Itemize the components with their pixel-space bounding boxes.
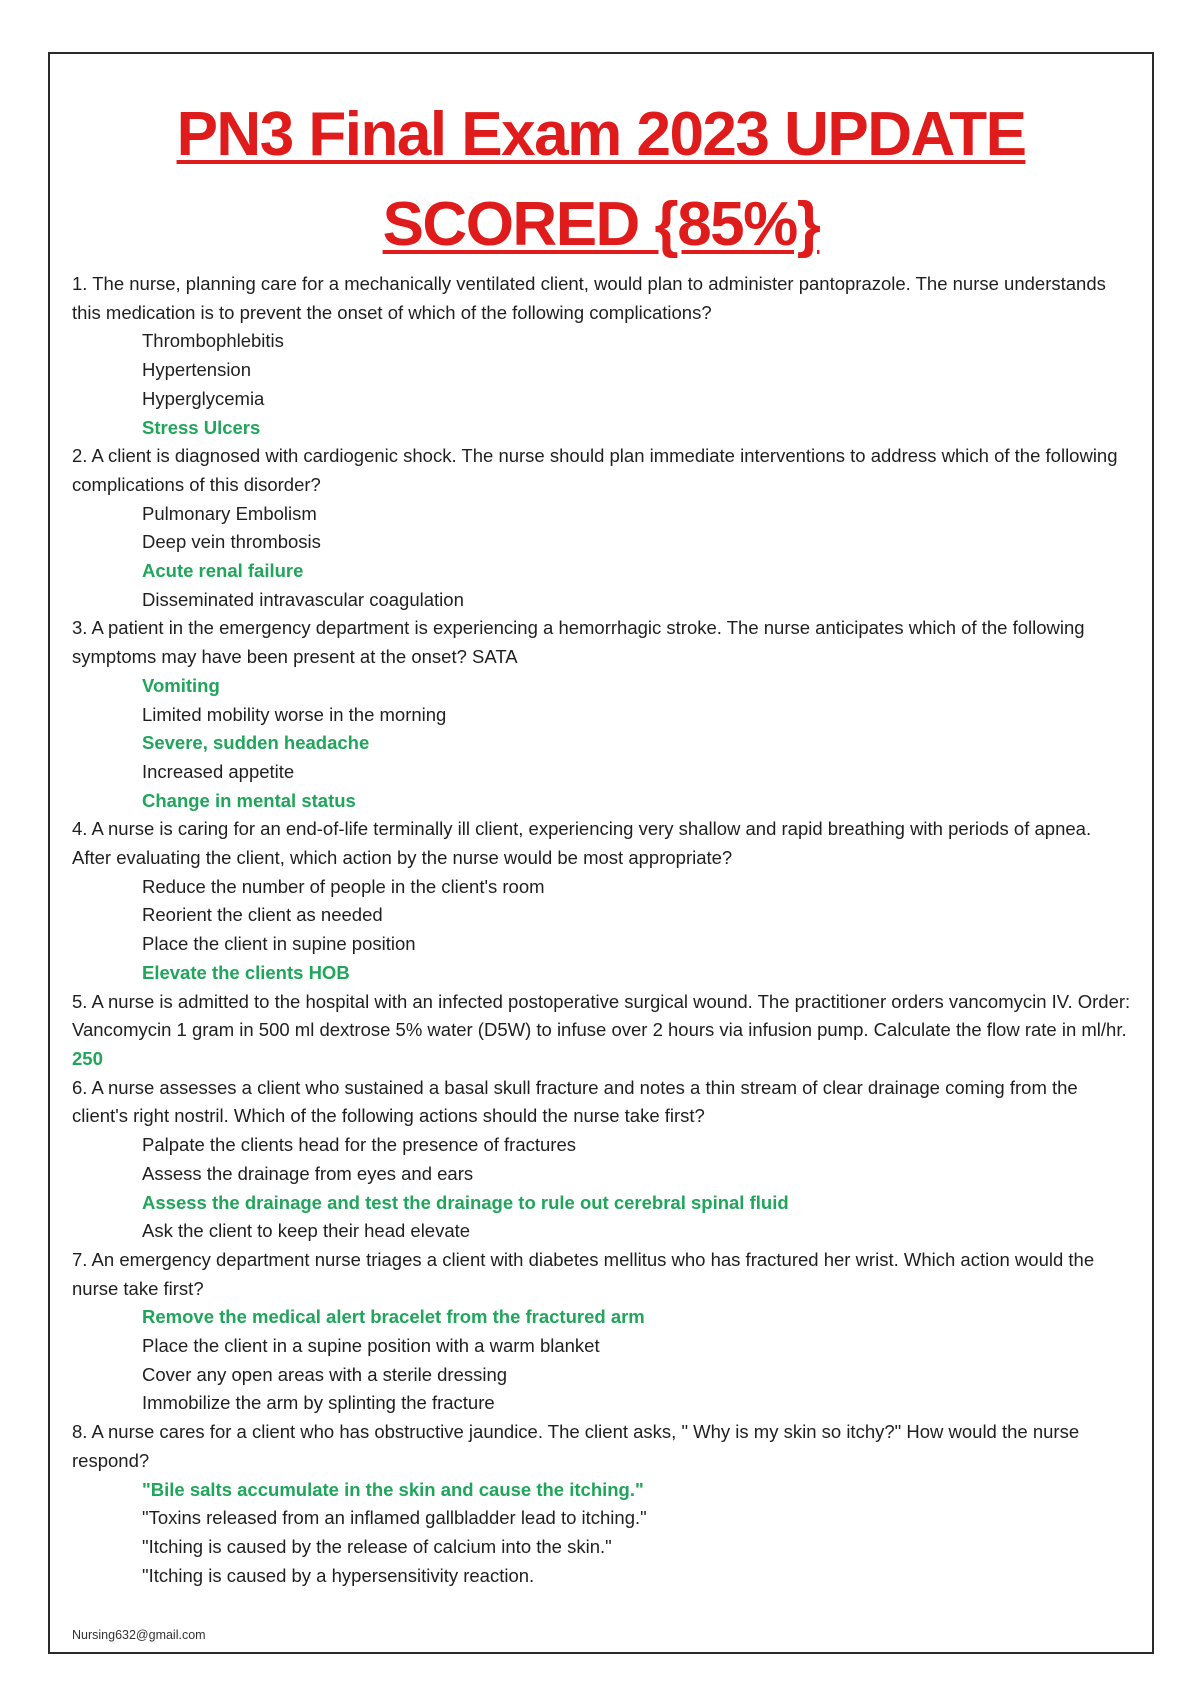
answer-option: Hypertension [142, 359, 252, 381]
answer-option: Thrombophlebitis [142, 330, 284, 352]
question-block [72, 988, 1134, 1074]
question-block [72, 442, 1134, 614]
footer-email: Nursing632@gmail.com [72, 1628, 206, 1642]
question-stem: 7. An emergency department nurse triages a client with diabetes mellitus who has fractured her wrist. Which action would the nurse take first? [72, 1248, 1095, 1299]
question-stem: 3. A patient in the emergency department is experiencing a hemorrhagic stroke. The nurse anticipates which of the following symptoms may have been present at the onset? SATA [72, 617, 1085, 668]
question-stem: 2. A client is diagnosed with cardiogenic shock. The nurse should plan immediate interventions to address which of the following complications of this disorder? [72, 445, 1118, 495]
answer-option: Immobilize the arm by splinting the fracture [142, 1392, 495, 1414]
question-text [72, 270, 1134, 327]
correct-option: Severe, sudden headache [142, 732, 370, 754]
answer-option: Deep vein thrombosis [142, 531, 321, 553]
title-line-1: PN3 Final Exam 2023 UPDATE [176, 100, 1026, 169]
answer-option: Ask the client to keep their head elevate [142, 1220, 471, 1242]
answer-option: Place the client in supine position [142, 933, 416, 955]
question-text [72, 1418, 1134, 1475]
answer-option: Increased appetite [142, 760, 295, 782]
question-block [72, 1246, 1134, 1418]
correct-option: Change in mental status [142, 789, 356, 811]
question-text [72, 815, 1134, 872]
answer-option: "Itching is caused by the release of calcium into the skin." [142, 1535, 612, 1557]
question-list [72, 270, 1134, 1590]
answer-option: Reorient the client as needed [142, 904, 383, 926]
question-stem: 1. The nurse, planning care for a mechanically ventilated client, would plan to administer pantoprazole. The nurse understands this medication is to prevent the onset of which of the following complications? [72, 273, 1106, 323]
question-stem: 8. A nurse cares for a client who has obstructive jaundice. The client asks, " Why is my skin so itchy?" How would the nurse respond? [72, 1421, 1080, 1471]
answer-option: "Toxins released from an inflamed gallbladder lead to itching." [142, 1507, 647, 1529]
answer-option: Reduce the number of people in the client's room [142, 875, 545, 897]
answer-option: Disseminated intravascular coagulation [142, 588, 464, 610]
question-block [72, 815, 1134, 987]
question-block [72, 1074, 1134, 1246]
question-stem: 4. A nurse is caring for an end-of-life terminally ill client, experiencing very shallow and rapid breathing with periods of apnea. After evaluating the client, which action by the nurse would be most appropriate? [72, 818, 1092, 869]
answer-option: Hyperglycemia [142, 387, 265, 409]
answer-option: Place the client in a supine position with a warm blanket [142, 1335, 600, 1357]
answer-option: Assess the drainage from eyes and ears [142, 1162, 474, 1184]
answer-option: Pulmonary Embolism [142, 502, 317, 524]
answer-option: Limited mobility worse in the morning [142, 703, 447, 725]
question-block [72, 1418, 1134, 1590]
correct-option: "Bile salts accumulate in the skin and cause the itching." [142, 1478, 644, 1500]
question-text [72, 1074, 1134, 1131]
question-stem: 5. A nurse is admitted to the hospital with an infected postoperative surgical wound. The practitioner orders vancomycin IV. Order: Vancomycin 1 gram in 500 ml dextrose 5% water (D5W) to infuse over 2 hours via infusion pump. Calculate the flow rate in ml/hr. [72, 990, 1131, 1041]
answer-value: 250 [72, 1047, 103, 1069]
correct-option: Assess the drainage and test the drainage to rule out cerebral spinal fluid [142, 1191, 789, 1213]
correct-option: Remove the medical alert bracelet from the fractured arm [142, 1306, 645, 1328]
title-line-2: SCORED {85%} [382, 190, 820, 259]
page-title [70, 90, 1132, 270]
question-stem: 6. A nurse assesses a client who sustained a basal skull fracture and notes a thin stream of clear drainage coming from the client's right nostril. Which of the following actions should the nurse take first? [72, 1076, 1078, 1127]
document-page [48, 52, 1154, 1654]
question-text [72, 614, 1134, 671]
answer-option: "Itching is caused by a hypersensitivity reaction. [142, 1564, 535, 1586]
correct-option: Acute renal failure [142, 560, 304, 582]
question-text [72, 988, 1134, 1074]
question-text [72, 442, 1134, 499]
correct-option: Elevate the clients HOB [142, 961, 350, 983]
question-block [72, 270, 1134, 442]
question-block [72, 614, 1134, 815]
question-text [72, 1246, 1134, 1303]
correct-option: Vomiting [142, 674, 220, 696]
answer-option: Cover any open areas with a sterile dressing [142, 1363, 508, 1385]
answer-option: Palpate the clients head for the presence of fractures [142, 1134, 576, 1156]
correct-option: Stress Ulcers [142, 416, 261, 438]
